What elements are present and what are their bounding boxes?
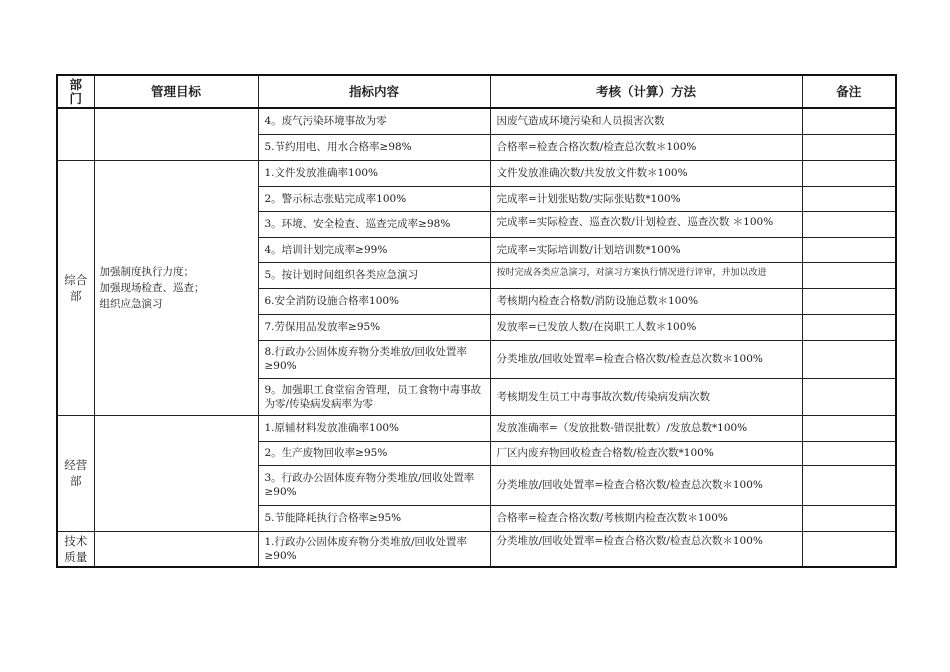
goal-line: 组织应急演习 — [99, 297, 163, 310]
method-cell: 发放准确率=（发放批数-错误批数）/发放总数*100% — [490, 415, 802, 441]
note-cell — [802, 186, 896, 211]
dept-cell-jishu: 技术质量 — [57, 531, 94, 567]
indicator-cell: 5。按计划时间组织各类应急演习 — [258, 262, 490, 288]
header-indicator: 指标内容 — [258, 75, 490, 108]
method-cell: 分类堆放/回收处置率=检查合格次数/检查总次数＊100% — [490, 340, 802, 378]
header-dept: 部门 — [57, 75, 94, 108]
header-method: 考核（计算）方法 — [490, 75, 802, 108]
note-cell — [802, 211, 896, 237]
header-goal: 管理目标 — [94, 75, 258, 108]
method-cell: 合格率=检查合格次数/考核期内检查次数＊100% — [490, 505, 802, 531]
table-row — [57, 108, 896, 134]
note-cell — [802, 441, 896, 465]
method-cell: 完成率=实际培训数/计划培训数*100% — [490, 237, 802, 262]
note-cell — [802, 237, 896, 262]
indicator-cell: 3。环境、安全检查、巡查完成率≥98% — [258, 211, 490, 237]
method-cell: 分类堆放/回收处置率=检查合格次数/检查总次数＊100% — [490, 465, 802, 505]
goal-line: 加强制度执行力度； — [99, 265, 194, 278]
method-cell: 完成率=实际检查、巡查次数/计划检查、巡查次数 ＊100% — [490, 211, 802, 237]
indicator-cell: 3。行政办公固体废弃物分类堆放/回收处置率≥90% — [258, 465, 490, 505]
dept-cell-zonghe: 综合部 — [57, 160, 94, 415]
dept-cell-jingying: 经营部 — [57, 415, 94, 531]
note-cell — [802, 531, 896, 567]
indicator-cell: 6.安全消防设施合格率100% — [258, 288, 490, 314]
method-cell: 文件发放准确次数/共发放文件数＊100% — [490, 160, 802, 186]
note-cell — [802, 134, 896, 160]
method-cell: 考核期内检查合格数/消防设施总数＊100% — [490, 288, 802, 314]
indicator-cell: 1.行政办公固体废弃物分类堆放/回收处置率≥90% — [258, 531, 490, 567]
method-cell: 考核期发生员工中毒事故次数/传染病发病次数 — [490, 378, 802, 415]
indicator-cell: 2。生产废物回收率≥95% — [258, 441, 490, 465]
method-cell: 因废气造成环境污染和人员损害次数 — [490, 108, 802, 134]
method-cell: 完成率=计划张贴数/实际张贴数*100% — [490, 186, 802, 211]
header-note: 备注 — [802, 75, 896, 108]
indicator-cell: 1.文件发放准确率100% — [258, 160, 490, 186]
dept-cell-empty — [57, 108, 94, 160]
method-cell: 按时完成各类应急演习，对演习方案执行情况进行评审，并加以改进 — [490, 262, 802, 288]
note-cell — [802, 288, 896, 314]
method-cell: 厂区内废弃物回收检查合格数/检查次数*100% — [490, 441, 802, 465]
indicator-cell: 5.节约用电、用水合格率≥98% — [258, 134, 490, 160]
goal-cell-jishu — [94, 531, 258, 567]
note-cell — [802, 314, 896, 340]
table-row — [57, 160, 896, 186]
table-row — [57, 531, 896, 567]
method-cell: 发放率=已发放人数/在岗职工人数＊100% — [490, 314, 802, 340]
header-row — [57, 75, 896, 108]
note-cell — [802, 465, 896, 505]
note-cell — [802, 415, 896, 441]
goal-cell-zonghe — [94, 160, 258, 415]
goal-cell-empty — [94, 108, 258, 160]
method-cell: 分类堆放/回收处置率=检查合格次数/检查总次数＊100% — [490, 531, 802, 567]
indicator-cell: 9。加强职工食堂宿舍管理，员工食物中毒事故为零/传染病发病率为零 — [258, 378, 490, 415]
note-cell — [802, 160, 896, 186]
note-cell — [802, 340, 896, 378]
indicator-cell: 4。培训计划完成率≥99% — [258, 237, 490, 262]
table-row — [57, 415, 896, 441]
note-cell — [802, 505, 896, 531]
indicator-cell: 5.节能降耗执行合格率≥95% — [258, 505, 490, 531]
indicator-cell: 8.行政办公固体废弃物分类堆放/回收处置率≥90% — [258, 340, 490, 378]
indicator-cell: 1.原辅材料发放准确率100% — [258, 415, 490, 441]
indicator-cell: 4。废气污染环境事故为零 — [258, 108, 490, 134]
goal-line: 加强现场检查、巡查； — [99, 281, 205, 294]
goal-cell-jingying — [94, 415, 258, 531]
method-cell: 合格率=检查合格次数/检查总次数＊100% — [490, 134, 802, 160]
note-cell — [802, 378, 896, 415]
note-cell — [802, 108, 896, 134]
note-cell — [802, 262, 896, 288]
management-table — [56, 74, 897, 568]
indicator-cell: 7.劳保用品发放率≥95% — [258, 314, 490, 340]
indicator-cell: 2。警示标志张贴完成率100% — [258, 186, 490, 211]
